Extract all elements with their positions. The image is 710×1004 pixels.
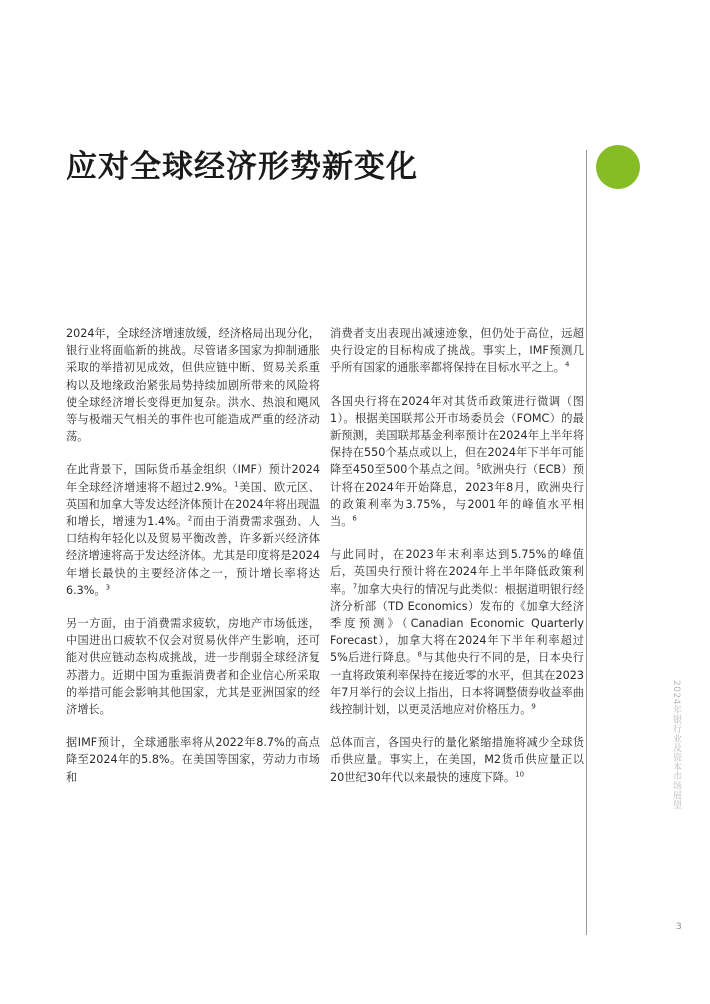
footnote-ref[interactable]: 2	[187, 514, 193, 523]
paragraph: 2024年，全球经济增速放缓，经济格局出现分化，银行业将面临新的挑战。尽管诸多国家为抑制通胀采取的举措初见成效，但供应链中断、贸易关系重构以及地缘政治紧张局势持续加剧所带来的风险将使全球经济增长变得更加复杂。洪水、热浪和飓风等与极端天气相关的事件也可能造成严重的经济动荡。	[66, 327, 320, 444]
footnote-ref[interactable]: 7	[352, 581, 358, 590]
footnote-ref[interactable]: 5	[476, 462, 481, 471]
footnote-ref[interactable]: 4	[564, 360, 570, 369]
paragraph: 在此背景下，国际货币基金组织（IMF）预计2024年全球经济增速将不超过2.9%。$^1$美国、欧元区、英国和加拿大等发达经济体预计在2024年将出现温和增长，增速为1.4%。$^2$而由于消费需求强劲、人口结构年轻化以及贸易平衡改善，许多新兴经济体经济增速将高于发达经济体。尤其是印度将是2024年增长最快的主要经济体之一，预计增长率将达6.3%。$^3$	[66, 463, 320, 597]
page-title: 应对全球经济形势新变化	[66, 149, 418, 185]
left-text-column	[66, 325, 320, 786]
paragraph: 消费者支出表现出减速迹象，但仍处于高位，远超央行设定的目标构成了挑战。事实上，IMF预测几乎所有国家的通胀率都将保持在目标水平之上。$^4$	[330, 327, 584, 375]
page-number: 3	[676, 922, 682, 932]
vertical-divider	[586, 150, 587, 935]
report-side-label: 2024年银行业及资本市场展望	[671, 680, 681, 810]
paragraph: 据IMF预计，全球通胀率将从2022年8.7%的高点降至2024年的5.8%。在美国等国家，劳动力市场和	[66, 736, 320, 784]
paragraph: 各国央行将在2024年对其货币政策进行微调（图1）。根据美国联邦公开市场委员会（FOMC）的最新预测，美国联邦基金利率预计在2024年上半年将保持在550个基点或以上，但在2024年下半年可能降至450至500个基点之间。$^5$欧洲央行（ECB）预计将在2024年开始降息，2023年8月，欧洲央行的政策利率为3.75%，与2001年的峰值水平相当。$^6$	[330, 394, 584, 529]
footnote-ref[interactable]: 1	[234, 479, 239, 488]
paragraph: 总体而言，各国央行的量化紧缩措施将减少全球货币供应量。事实上，在美国，M2货币供应量正以20世纪30年代以来最快的速度下降。$^{10}$	[330, 736, 584, 784]
right-text-column	[330, 325, 584, 786]
green-circle-icon	[596, 145, 640, 189]
paragraph: 与此同时，在2023年末利率达到5.75%的峰值后，英国央行预计将在2024年上半年降低政策利率。$^7$加拿大央行的情况与此类似：根据道明银行经济分析部（TD Economics）发布的《加拿大经济季度预测》（Canadian Economic Quarterly Forecast），加拿大将在2024年下半年利率超过5%后进行降息。$^8$与其他央行不同的是，日本央行一直将政策利率保持在接近零的水平，但其在2023年7月举行的会议上指出，日本将调整债券收益率曲线控制计划，以更灵活地应对价格压力。$^9$	[330, 548, 584, 717]
footnote-ref[interactable]: 6	[352, 514, 357, 523]
footnote-ref[interactable]: 8	[417, 650, 423, 659]
footnote-ref[interactable]: 9	[531, 702, 536, 711]
footnote-ref[interactable]: 3	[105, 583, 111, 592]
footnote-ref[interactable]: 10	[515, 769, 525, 778]
paragraph: 另一方面，由于消费需求疲软，房地产市场低迷，中国进出口疲软不仅会对贸易伙伴产生影响，还可能对供应链动态构成挑战，进一步削弱全球经济复苏潜力。近期中国为重振消费者和企业信心所采取的举措可能会影响其他国家，尤其是亚洲国家的经济增长。	[66, 617, 320, 717]
